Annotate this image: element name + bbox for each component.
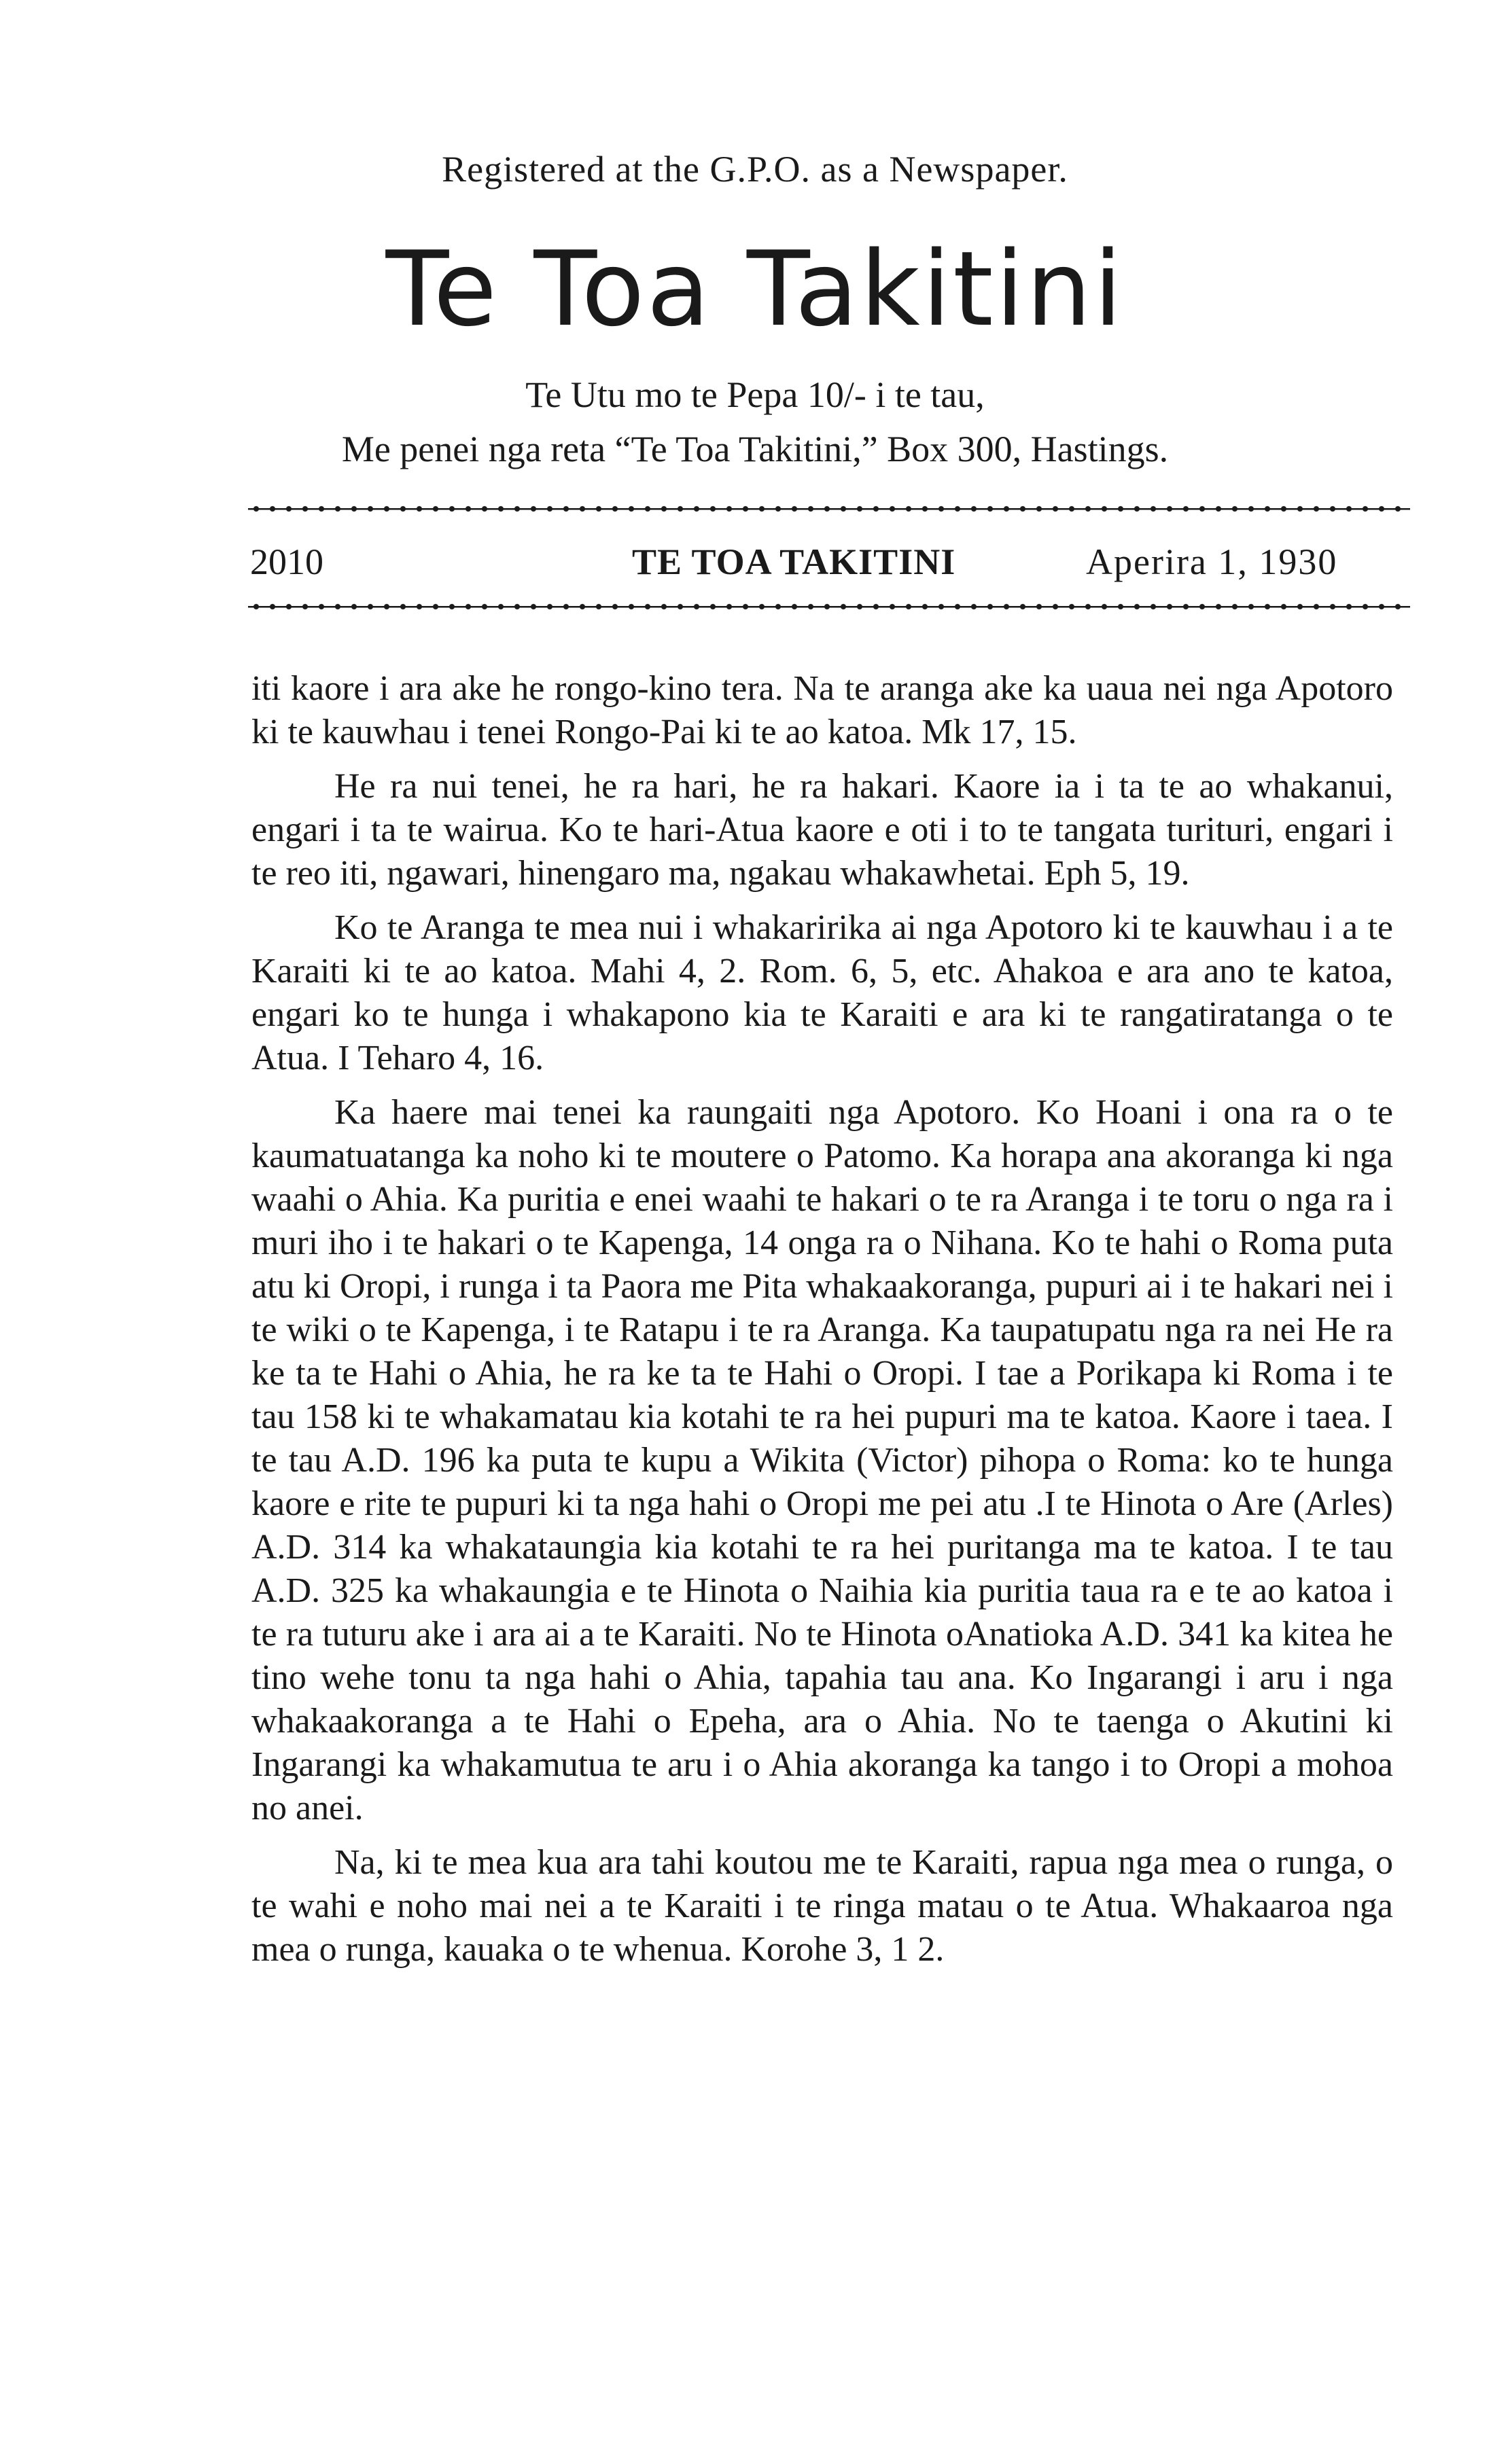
paragraph: Na, ki te mea kua ara tahi koutou me te Karaiti, rapua nga mea o runga, o te wahi e noho mai nei a te Karaiti i te ringa matau o te Atua. Whakaaroa nga mea o runga, kauaka o te whenua. Korohe 3, 1 2.	[251, 1843, 1393, 1969]
paragraph: Ko te Aranga te mea nui i whakaririka ai nga Apotoro ki te kauwhau i a te Karaiti ki te ao katoa. Mahi 4, 2. Rom. 6, 5, etc. Ahakoa e ara ano te katoa, engari ko te hunga i whakapono kia te Karaiti e ara ki te rangatiratanga o te Atua. I Teharo 4, 16.	[251, 908, 1393, 1077]
paragraph: Ka haere mai tenei ka raungaiti nga Apotoro. Ko Hoani i ona ra o te kaumatuatanga ka noho ki te moutere o Patomo. Ka horapa ana akoranga ki nga waahi o Ahia. Ka puritia e enei waahi te hakari o te ra Aranga i te toru o nga ra i muri iho i te hakari o te Kapenga, 14 onga ra o Nihana. Ko te hahi o Roma puta atu ki Oropi, i runga i ta Paora me Pita whakaakoranga, pupuri ai i te hakari nei i te wiki o te Kapenga, i te Ratapu i te ra Aranga. Ka taupatupatu nga ra nei He ra ke ta te Hahi o Ahia, he ra ke ta te Hahi o Oropi. I tae a Porikapa ki Roma i te tau 158 ki te whakamatau kia kotahi te ra hei pupuri ma te katoa. Kaore i taea. I te tau A.D. 196 ka puta te kupu a Wikita (Victor) pihopa o Roma: ko te hunga kaore e rite te pupuri ki ta nga hahi o Oropi me pei atu .I te Hinota o Are (Arles) A.D. 314 ka whakataungia kia kotahi te ra hei puritanga ma te katoa. I te tau A.D. 325 ka whakaungia e te Hinota o Naihia kia puritia taua ra e te ao katoa i te ra tuturu ake i ara ai a te Karaiti. No te Hinota oAnatioka A.D. 341 ka kitea he tino wehe tonu ta nga hahi o Ahia, tapahia tau ana. Ko Ingarangi i aru i nga whakaakoranga a te Hahi o Epeha, ara o Ahia. No te taenga o Akutini ki Ingarangi ka whakamutua te aru i o Ahia akoranga ka tango i to Oropi a mohoa no anei.	[251, 1093, 1393, 1827]
paragraph: iti kaore i ara ake he rongo-kino tera. Na te aranga ake ka uaua nei nga Apotoro ki te kauwhau i tenei Rongo-Pai ki te ao katoa. Mk 17, 15.	[251, 669, 1393, 751]
masthead-title: Te Toa Takitini	[385, 229, 1125, 349]
dotted-rule-bottom	[248, 602, 1410, 611]
dotted-rule-top	[248, 504, 1410, 514]
issue-date: Aperira 1, 1930	[1086, 541, 1338, 582]
page-number: 2010	[250, 541, 323, 582]
subscription-line: Te Utu mo te Pepa 10/- i te tau,	[525, 374, 985, 415]
registration-notice: Registered at the G.P.O. as a Newspaper.	[442, 149, 1068, 190]
address-line: Me penei nga reta “Te Toa Takitini,” Box 300, Hastings.	[341, 429, 1169, 469]
running-head-title: TE TOA TAKITINI	[632, 541, 956, 582]
article-body	[251, 667, 1393, 1982]
paragraph: He ra nui tenei, he ra hari, he ra hakari. Kaore ia i ta te ao whakanui, engari i ta te wairua. Ko te hari-Atua kaore e oti i to te tangata turituri, engari i te reo iti, ngawari, hinengaro ma, ngakau whakawhetai. Eph 5, 19.	[251, 767, 1393, 893]
